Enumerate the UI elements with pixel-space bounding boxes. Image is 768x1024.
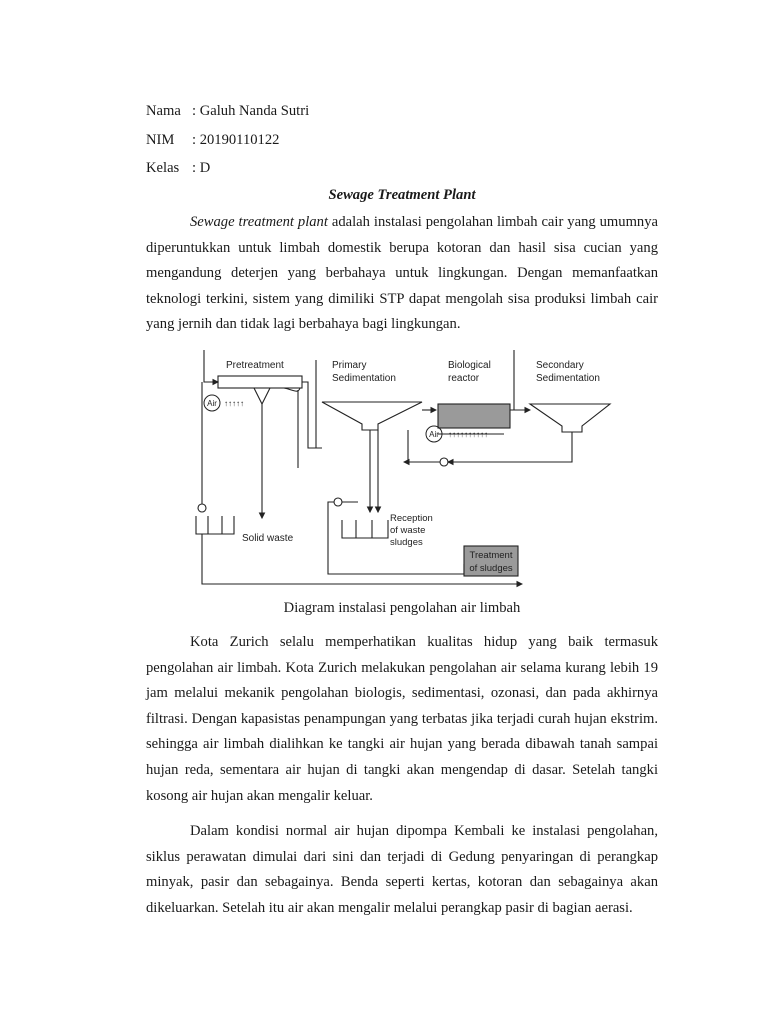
zurich-text: Kota Zurich selalu memperhatikan kualitas hidup yang baik termasuk pengolahan air limbah. Kota Zurich melakukan pengolahan air selama kurang lebih 19 jam melalui mekanik pengolahan biologis, sedimentasi, ozonasi, dan pada akhirnya filtrasi. Dengan kapasistas penampungan yang terbatas jika terjadi curah hujan ekstrim. sehingga air limbah dialihkan ke tangki air hujan yang berada dibawah tanah sampai hujan reda, sementara air hujan di tangki akan mengendap di dasar. Setelah tangki kosong air hujan akan mengalir keluar.	[146, 634, 658, 804]
label-reception-3: sludges	[390, 537, 423, 548]
air-label-2: Air	[429, 430, 439, 439]
name-label: Nama	[146, 103, 181, 119]
label-reception-1: Reception	[390, 513, 433, 524]
primary-tank	[322, 402, 422, 430]
label-solid-waste: Solid waste	[242, 533, 294, 544]
svg-text:↑↑↑↑↑: ↑↑↑↑↑	[224, 399, 244, 408]
intro-paragraph	[146, 210, 658, 338]
nim-label: NIM	[146, 132, 175, 148]
intro-italic-lead: Sewage treatment plant	[190, 214, 328, 230]
class-value: : D	[192, 160, 211, 176]
student-class	[146, 159, 210, 177]
student-name	[146, 102, 309, 120]
nim-value: : 20190110122	[192, 132, 280, 148]
normal-conditions-text: Dalam kondisi normal air hujan dipompa Kembali ke instalasi pengolahan, siklus perawatan dimulai dari sini dan terjadi di Gedung penyaringan di perangkap minyak, pasir dan sebagainya. Benda seperti kertas, kotoran dan sebagainya akan dikeluarkan. Setelah itu air akan mengalir melalui perangkap pasir di bagian aerasi.	[146, 823, 658, 916]
label-pretreatment: Pretreatment	[226, 360, 284, 371]
intro-text: adalah instalasi pengolahan limbah cair yang umumnya diperuntukkan untuk limbah domestik berupa kotoran dan hasil sisa cucian yang mengandung deterjen yang berbahaya untuk lingkungan. Dengan memanfaatkan teknologi terkini, sistem yang dimiliki STP dapat mengolah sisa produksi limbah cair yang jernih dan tidak lagi berbahaya bagi lingkungan.	[146, 214, 658, 333]
name-value: : Galuh Nanda Sutri	[192, 103, 310, 119]
label-bio-1: Biological	[448, 360, 491, 371]
zurich-paragraph	[146, 630, 658, 809]
diagram-caption: Diagram instalasi pengolahan air limbah	[283, 600, 521, 616]
label-bio-2: reactor	[448, 373, 480, 384]
document-title: Sewage Treatment Plant	[328, 187, 476, 203]
bio-reactor	[438, 404, 510, 428]
label-secondary-2: Sedimentation	[536, 373, 600, 384]
label-treatment-1: Treatment	[469, 550, 513, 561]
label-reception-2: of waste	[390, 525, 426, 536]
air-label-1: Air	[207, 399, 217, 408]
normal-conditions-paragraph	[146, 819, 658, 921]
label-primary-2: Sedimentation	[332, 373, 396, 384]
label-secondary-1: Secondary	[536, 360, 584, 371]
class-label: Kelas	[146, 160, 180, 176]
svg-text:↑↑↑↑↑↑↑↑↑↑: ↑↑↑↑↑↑↑↑↑↑	[448, 430, 488, 439]
sewage-treatment-diagram	[182, 342, 622, 592]
student-nim	[146, 131, 279, 149]
label-treatment-2: of sludges	[469, 563, 513, 574]
label-primary-1: Primary	[332, 360, 367, 371]
secondary-tank	[530, 404, 610, 432]
